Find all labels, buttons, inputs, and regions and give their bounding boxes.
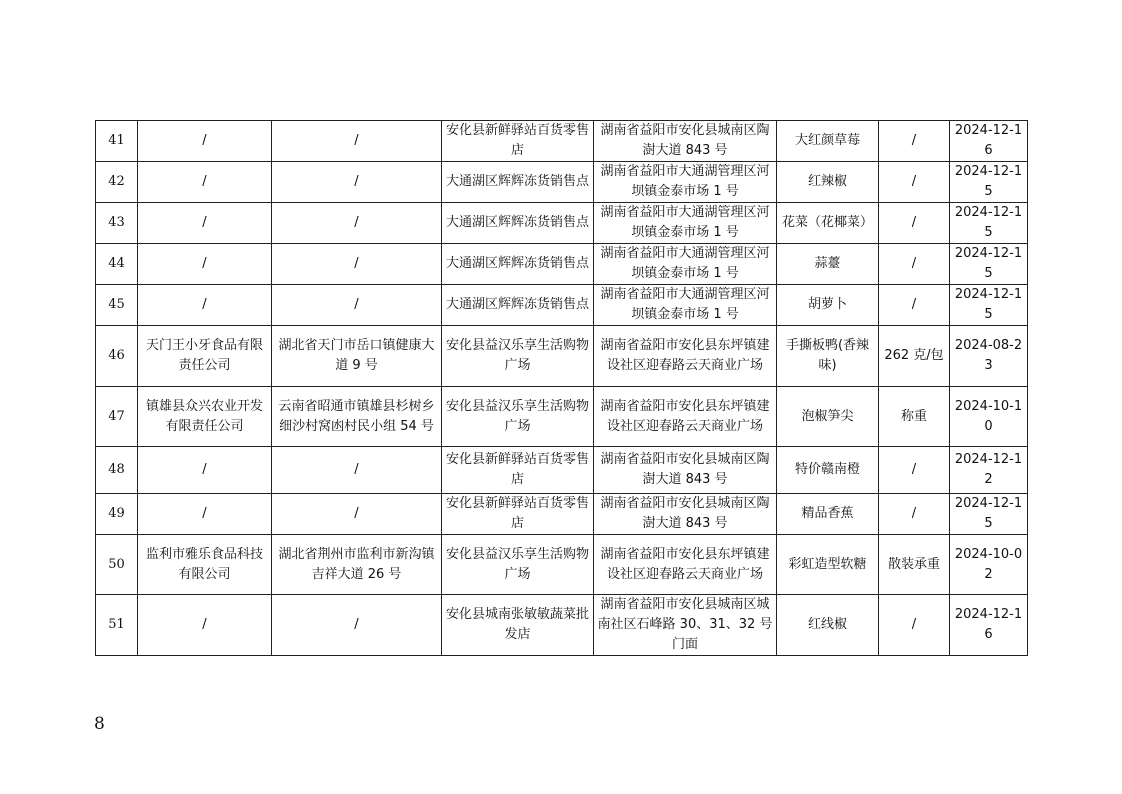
- producer-name-cell: /: [138, 244, 272, 285]
- table-row: [96, 535, 1028, 595]
- date-cell: 2024-10-10: [950, 387, 1028, 447]
- seller-address-cell: 湖南省益阳市安化县东坪镇建设社区迎春路云天商业广场: [594, 535, 777, 595]
- seller-name-cell: 安化县新鲜驿站百货零售店: [442, 494, 594, 535]
- date-cell: 2024-12-15: [950, 244, 1028, 285]
- page-number: 8: [94, 714, 105, 734]
- spec-cell: /: [879, 447, 950, 494]
- seller-name-cell: 大通湖区辉辉冻货销售点: [442, 285, 594, 326]
- producer-name-cell: 监利市雅乐食品科技有限公司: [138, 535, 272, 595]
- seller-address-cell: 湖南省益阳市安化县城南区陶澍大道 843 号: [594, 494, 777, 535]
- producer-name-cell: /: [138, 285, 272, 326]
- row-number-cell: 44: [96, 244, 138, 285]
- seller-address-cell: 湖南省益阳市大通湖管理区河坝镇金泰市场 1 号: [594, 162, 777, 203]
- product-name-cell: 手撕板鸭(香辣味): [777, 326, 879, 387]
- table-row: [96, 121, 1028, 162]
- seller-name-cell: 大通湖区辉辉冻货销售点: [442, 244, 594, 285]
- seller-name-cell: 安化县新鲜驿站百货零售店: [442, 447, 594, 494]
- seller-address-cell: 湖南省益阳市大通湖管理区河坝镇金泰市场 1 号: [594, 203, 777, 244]
- producer-name-cell: /: [138, 203, 272, 244]
- date-cell: 2024-12-15: [950, 203, 1028, 244]
- row-number-cell: 47: [96, 387, 138, 447]
- producer-name-cell: 天门王小牙食品有限责任公司: [138, 326, 272, 387]
- seller-name-cell: 安化县新鲜驿站百货零售店: [442, 121, 594, 162]
- spec-cell: 262 克/包: [879, 326, 950, 387]
- date-cell: 2024-12-15: [950, 494, 1028, 535]
- seller-name-cell: 大通湖区辉辉冻货销售点: [442, 162, 594, 203]
- spec-cell: /: [879, 595, 950, 656]
- table-row: [96, 595, 1028, 656]
- producer-name-cell: /: [138, 447, 272, 494]
- spec-cell: /: [879, 162, 950, 203]
- producer-name-cell: /: [138, 595, 272, 656]
- spec-cell: /: [879, 121, 950, 162]
- seller-address-cell: 湖南省益阳市安化县东坪镇建设社区迎春路云天商业广场: [594, 326, 777, 387]
- producer-address-cell: /: [272, 162, 442, 203]
- inspection-table: [95, 120, 1028, 656]
- product-name-cell: 精品香蕉: [777, 494, 879, 535]
- spec-cell: 称重: [879, 387, 950, 447]
- date-cell: 2024-10-02: [950, 535, 1028, 595]
- date-cell: 2024-12-16: [950, 595, 1028, 656]
- product-name-cell: 胡萝卜: [777, 285, 879, 326]
- date-cell: 2024-12-15: [950, 285, 1028, 326]
- date-cell: 2024-12-12: [950, 447, 1028, 494]
- row-number-cell: 49: [96, 494, 138, 535]
- product-name-cell: 特价赣南橙: [777, 447, 879, 494]
- product-name-cell: 红线椒: [777, 595, 879, 656]
- producer-address-cell: /: [272, 285, 442, 326]
- table-row: [96, 326, 1028, 387]
- seller-name-cell: 安化县城南张敏敏蔬菜批发店: [442, 595, 594, 656]
- row-number-cell: 42: [96, 162, 138, 203]
- product-name-cell: 蒜薹: [777, 244, 879, 285]
- producer-address-cell: /: [272, 203, 442, 244]
- seller-address-cell: 湖南省益阳市安化县城南区城南社区石峰路 30、31、32 号门面: [594, 595, 777, 656]
- producer-address-cell: 湖北省荆州市监利市新沟镇吉祥大道 26 号: [272, 535, 442, 595]
- row-number-cell: 45: [96, 285, 138, 326]
- spec-cell: /: [879, 203, 950, 244]
- seller-name-cell: 安化县益汉乐享生活购物广场: [442, 326, 594, 387]
- row-number-cell: 50: [96, 535, 138, 595]
- row-number-cell: 48: [96, 447, 138, 494]
- seller-address-cell: 湖南省益阳市大通湖管理区河坝镇金泰市场 1 号: [594, 285, 777, 326]
- seller-name-cell: 安化县益汉乐享生活购物广场: [442, 387, 594, 447]
- table-row: [96, 447, 1028, 494]
- producer-address-cell: /: [272, 121, 442, 162]
- producer-name-cell: /: [138, 162, 272, 203]
- table-row: [96, 162, 1028, 203]
- table-row: [96, 387, 1028, 447]
- seller-address-cell: 湖南省益阳市安化县东坪镇建设社区迎春路云天商业广场: [594, 387, 777, 447]
- row-number-cell: 51: [96, 595, 138, 656]
- product-name-cell: 彩虹造型软糖: [777, 535, 879, 595]
- spec-cell: 散装承重: [879, 535, 950, 595]
- date-cell: 2024-08-23: [950, 326, 1028, 387]
- table-row: [96, 203, 1028, 244]
- table-row: [96, 494, 1028, 535]
- row-number-cell: 43: [96, 203, 138, 244]
- seller-address-cell: 湖南省益阳市安化县城南区陶澍大道 843 号: [594, 121, 777, 162]
- producer-name-cell: 镇雄县众兴农业开发有限责任公司: [138, 387, 272, 447]
- seller-name-cell: 大通湖区辉辉冻货销售点: [442, 203, 594, 244]
- producer-address-cell: 云南省昭通市镇雄县杉树乡细沙村窝凼村民小组 54 号: [272, 387, 442, 447]
- product-name-cell: 红辣椒: [777, 162, 879, 203]
- spec-cell: /: [879, 494, 950, 535]
- spec-cell: /: [879, 285, 950, 326]
- row-number-cell: 46: [96, 326, 138, 387]
- date-cell: 2024-12-16: [950, 121, 1028, 162]
- producer-name-cell: /: [138, 121, 272, 162]
- table-body: [96, 121, 1028, 656]
- table-row: [96, 285, 1028, 326]
- spec-cell: /: [879, 244, 950, 285]
- row-number-cell: 41: [96, 121, 138, 162]
- producer-address-cell: /: [272, 447, 442, 494]
- producer-address-cell: /: [272, 244, 442, 285]
- seller-address-cell: 湖南省益阳市大通湖管理区河坝镇金泰市场 1 号: [594, 244, 777, 285]
- producer-address-cell: 湖北省天门市岳口镇健康大道 9 号: [272, 326, 442, 387]
- producer-address-cell: /: [272, 494, 442, 535]
- product-name-cell: 大红颜草莓: [777, 121, 879, 162]
- product-name-cell: 泡椒笋尖: [777, 387, 879, 447]
- product-name-cell: 花菜（花椰菜）: [777, 203, 879, 244]
- seller-name-cell: 安化县益汉乐享生活购物广场: [442, 535, 594, 595]
- producer-name-cell: /: [138, 494, 272, 535]
- seller-address-cell: 湖南省益阳市安化县城南区陶澍大道 843 号: [594, 447, 777, 494]
- producer-address-cell: /: [272, 595, 442, 656]
- table-row: [96, 244, 1028, 285]
- date-cell: 2024-12-15: [950, 162, 1028, 203]
